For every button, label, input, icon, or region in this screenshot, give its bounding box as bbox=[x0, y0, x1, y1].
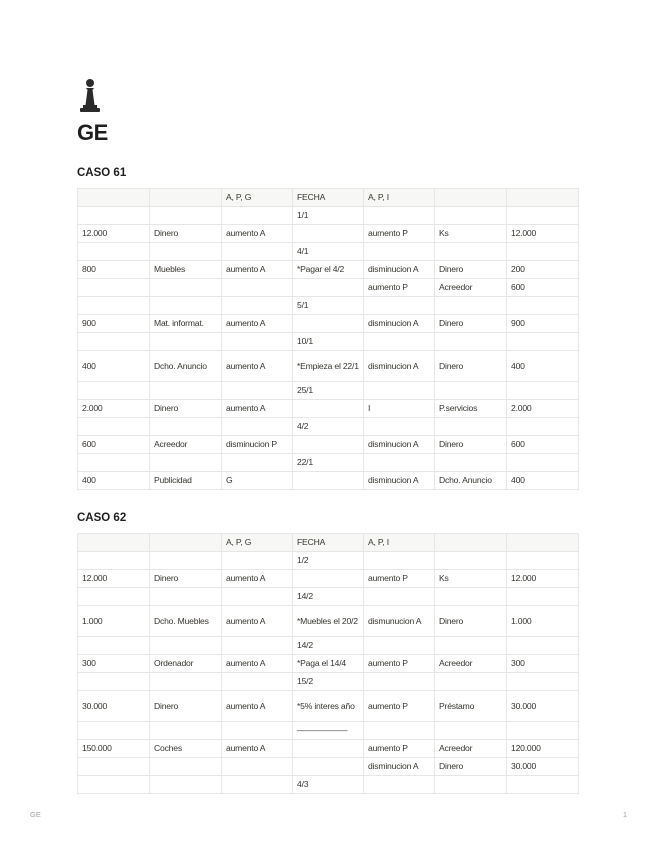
table-cell: Ordenador bbox=[150, 655, 222, 673]
table-row bbox=[78, 243, 579, 261]
table-cell bbox=[507, 333, 579, 351]
table-cell bbox=[364, 333, 435, 351]
table-cell bbox=[78, 279, 150, 297]
table-cell: Ks bbox=[435, 225, 507, 243]
table-cell: aumento P bbox=[364, 279, 435, 297]
table-cell: 400 bbox=[507, 472, 579, 490]
table-cell: Acreedor bbox=[435, 740, 507, 758]
table-cell: 12.000 bbox=[507, 225, 579, 243]
table-cell: aumento A bbox=[222, 261, 293, 279]
table-cell bbox=[507, 588, 579, 606]
table-row bbox=[78, 382, 579, 400]
table-row bbox=[78, 225, 579, 243]
table-cell: 600 bbox=[507, 279, 579, 297]
table-cell bbox=[364, 382, 435, 400]
table-row bbox=[78, 637, 579, 655]
table-row bbox=[78, 740, 579, 758]
table-cell bbox=[293, 315, 364, 333]
table-cell: aumento A bbox=[222, 315, 293, 333]
table-cell bbox=[78, 297, 150, 315]
table-cell: aumento A bbox=[222, 225, 293, 243]
table-cell: disminucion A bbox=[364, 758, 435, 776]
table-cell: disminucion A bbox=[364, 261, 435, 279]
table-cell: 1.000 bbox=[78, 606, 150, 637]
table-row bbox=[78, 606, 579, 637]
table-cell: 300 bbox=[78, 655, 150, 673]
table-cell bbox=[78, 454, 150, 472]
table-cell bbox=[364, 722, 435, 740]
header-cell: FECHA bbox=[293, 534, 364, 552]
table-cell bbox=[150, 673, 222, 691]
table-cell: 4/1 bbox=[293, 243, 364, 261]
page-content bbox=[77, 78, 578, 794]
table-header-row bbox=[78, 189, 579, 207]
table-row bbox=[78, 333, 579, 351]
table-cell: aumento A bbox=[222, 351, 293, 382]
table-cell: aumento A bbox=[222, 400, 293, 418]
header-cell bbox=[78, 534, 150, 552]
table-cell: Préstamo bbox=[435, 691, 507, 722]
table-cell: *Muebles el 20/2 bbox=[293, 606, 364, 637]
table-cell bbox=[222, 243, 293, 261]
table-cell: Coches bbox=[150, 740, 222, 758]
table-cell: Dinero bbox=[435, 606, 507, 637]
table-cell: 200 bbox=[507, 261, 579, 279]
table-cell bbox=[364, 297, 435, 315]
table-cell bbox=[78, 382, 150, 400]
table-cell: 120.000 bbox=[507, 740, 579, 758]
table-cell bbox=[507, 552, 579, 570]
table-cell: 12.000 bbox=[78, 570, 150, 588]
table-cell: Muebles bbox=[150, 261, 222, 279]
table-cell bbox=[78, 243, 150, 261]
table-cell bbox=[222, 758, 293, 776]
table-cell bbox=[150, 243, 222, 261]
table-row bbox=[78, 261, 579, 279]
table-cell bbox=[435, 722, 507, 740]
table-cell: disminucion A bbox=[364, 436, 435, 454]
table-cell bbox=[78, 588, 150, 606]
table-cell: aumento A bbox=[222, 655, 293, 673]
table-cell: 2.000 bbox=[507, 400, 579, 418]
table-cell bbox=[507, 673, 579, 691]
table-cell: 14/2 bbox=[293, 588, 364, 606]
table-cell bbox=[222, 454, 293, 472]
table-cell: 2.000 bbox=[78, 400, 150, 418]
table-cell: G bbox=[222, 472, 293, 490]
table-cell: 600 bbox=[78, 436, 150, 454]
table-cell bbox=[78, 418, 150, 436]
table-cell bbox=[150, 333, 222, 351]
table-row bbox=[78, 400, 579, 418]
table-cell bbox=[78, 776, 150, 794]
table-cell bbox=[150, 279, 222, 297]
header-cell bbox=[150, 189, 222, 207]
table-cell bbox=[150, 552, 222, 570]
table-row bbox=[78, 436, 579, 454]
table-cell bbox=[364, 673, 435, 691]
table-cell: Dinero bbox=[150, 691, 222, 722]
header-cell bbox=[507, 189, 579, 207]
table-cell: 12.000 bbox=[507, 570, 579, 588]
table-cell bbox=[435, 776, 507, 794]
table-cell bbox=[222, 776, 293, 794]
table-cell bbox=[435, 382, 507, 400]
table-cell: *Paga el 14/4 bbox=[293, 655, 364, 673]
table-cell bbox=[435, 673, 507, 691]
header-cell bbox=[78, 189, 150, 207]
table-cell bbox=[435, 418, 507, 436]
table-cell bbox=[222, 382, 293, 400]
table-cell: Dinero bbox=[435, 758, 507, 776]
table-cell bbox=[507, 722, 579, 740]
table-cell: *Pagar el 4/2 bbox=[293, 261, 364, 279]
table-cell bbox=[293, 225, 364, 243]
table-cell: Dinero bbox=[435, 261, 507, 279]
table-cell bbox=[150, 418, 222, 436]
table-cell bbox=[78, 333, 150, 351]
table-cell bbox=[435, 207, 507, 225]
table-caso-61 bbox=[77, 188, 579, 490]
table-cell: 10/1 bbox=[293, 333, 364, 351]
table-cell: Dinero bbox=[150, 400, 222, 418]
table-cell: Acreedor bbox=[150, 436, 222, 454]
table-cell bbox=[150, 454, 222, 472]
table-cell bbox=[293, 758, 364, 776]
table-cell bbox=[435, 588, 507, 606]
table-cell: aumento P bbox=[364, 691, 435, 722]
table-row bbox=[78, 758, 579, 776]
table-cell: I bbox=[364, 400, 435, 418]
table-cell bbox=[364, 243, 435, 261]
table-cell bbox=[293, 570, 364, 588]
table-cell bbox=[364, 637, 435, 655]
table-cell bbox=[150, 776, 222, 794]
table-cell: —————— bbox=[293, 722, 364, 740]
table-cell bbox=[222, 418, 293, 436]
header-cell bbox=[507, 534, 579, 552]
table-cell bbox=[78, 722, 150, 740]
table-cell: 4/3 bbox=[293, 776, 364, 794]
table-cell: Publicidad bbox=[150, 472, 222, 490]
table-cell: aumento A bbox=[222, 740, 293, 758]
table-cell: aumento P bbox=[364, 225, 435, 243]
header-cell: FECHA bbox=[293, 189, 364, 207]
table-cell: 400 bbox=[507, 351, 579, 382]
table-cell bbox=[150, 637, 222, 655]
table-row bbox=[78, 418, 579, 436]
table-cell: Dinero bbox=[150, 570, 222, 588]
table-cell: *5% interes año bbox=[293, 691, 364, 722]
table-cell bbox=[364, 454, 435, 472]
table-cell bbox=[435, 454, 507, 472]
table-cell: 1.000 bbox=[507, 606, 579, 637]
table-row bbox=[78, 279, 579, 297]
table-cell: *Empieza el 22/1 bbox=[293, 351, 364, 382]
table-cell: dismunucion A bbox=[364, 606, 435, 637]
table-cell: 900 bbox=[78, 315, 150, 333]
table-cell bbox=[150, 382, 222, 400]
table-cell: 25/1 bbox=[293, 382, 364, 400]
table-cell: aumento A bbox=[222, 691, 293, 722]
table-cell: 30.000 bbox=[507, 758, 579, 776]
table-cell bbox=[222, 588, 293, 606]
table-caso-62 bbox=[77, 533, 579, 794]
header-cell: A, P, I bbox=[364, 534, 435, 552]
table-cell: aumento P bbox=[364, 570, 435, 588]
table-cell: 4/2 bbox=[293, 418, 364, 436]
table-cell: Dcho. Anuncio bbox=[150, 351, 222, 382]
header-cell bbox=[435, 534, 507, 552]
header-cell: A, P, I bbox=[364, 189, 435, 207]
section-title-caso-62: CASO 62 bbox=[77, 512, 127, 524]
table-header-row bbox=[78, 534, 579, 552]
table-cell: disminucion A bbox=[364, 315, 435, 333]
table-cell bbox=[78, 552, 150, 570]
table-cell bbox=[364, 552, 435, 570]
table-row bbox=[78, 570, 579, 588]
table-cell bbox=[435, 552, 507, 570]
table-cell: disminucion A bbox=[364, 472, 435, 490]
table-cell bbox=[222, 297, 293, 315]
table-cell: Dinero bbox=[150, 225, 222, 243]
header-cell: A, P, G bbox=[222, 534, 293, 552]
table-cell bbox=[222, 207, 293, 225]
table-cell bbox=[293, 740, 364, 758]
table-cell: Dcho. Anuncio bbox=[435, 472, 507, 490]
table-cell: 150.000 bbox=[78, 740, 150, 758]
table-cell bbox=[150, 588, 222, 606]
table-cell: Dinero bbox=[435, 315, 507, 333]
table-cell bbox=[150, 722, 222, 740]
table-cell: 30.000 bbox=[507, 691, 579, 722]
table-cell bbox=[150, 758, 222, 776]
table-cell: Dinero bbox=[435, 436, 507, 454]
table-cell bbox=[507, 776, 579, 794]
page-title: GE bbox=[77, 120, 108, 145]
header-cell bbox=[150, 534, 222, 552]
table-row bbox=[78, 722, 579, 740]
table-row bbox=[78, 297, 579, 315]
table-cell: 5/1 bbox=[293, 297, 364, 315]
page-number: 1 bbox=[622, 810, 627, 819]
table-cell: 1/1 bbox=[293, 207, 364, 225]
table-cell: 400 bbox=[78, 351, 150, 382]
table-cell: 600 bbox=[507, 436, 579, 454]
table-cell bbox=[435, 637, 507, 655]
table-cell bbox=[222, 333, 293, 351]
table-cell bbox=[293, 436, 364, 454]
table-cell: Dcho. Muebles bbox=[150, 606, 222, 637]
table-cell: 22/1 bbox=[293, 454, 364, 472]
table-row bbox=[78, 454, 579, 472]
table-row bbox=[78, 552, 579, 570]
table-cell bbox=[222, 722, 293, 740]
table-cell bbox=[507, 637, 579, 655]
table-cell bbox=[507, 454, 579, 472]
table-cell bbox=[507, 418, 579, 436]
table-cell: Ks bbox=[435, 570, 507, 588]
table-cell: Acreedor bbox=[435, 655, 507, 673]
table-cell: P.servicios bbox=[435, 400, 507, 418]
table-cell: Acreedor bbox=[435, 279, 507, 297]
table-cell: 1/2 bbox=[293, 552, 364, 570]
table-row bbox=[78, 655, 579, 673]
table-cell bbox=[435, 243, 507, 261]
table-row bbox=[78, 691, 579, 722]
table-cell: 900 bbox=[507, 315, 579, 333]
table-cell bbox=[293, 400, 364, 418]
table-cell bbox=[507, 243, 579, 261]
table-cell: 15/2 bbox=[293, 673, 364, 691]
table-cell bbox=[150, 207, 222, 225]
table-cell bbox=[293, 279, 364, 297]
table-cell bbox=[364, 776, 435, 794]
table-cell: Mat. informat. bbox=[150, 315, 222, 333]
table-cell bbox=[222, 673, 293, 691]
table-cell bbox=[78, 637, 150, 655]
table-row bbox=[78, 588, 579, 606]
pawn-icon bbox=[77, 78, 103, 114]
table-cell bbox=[507, 382, 579, 400]
table-cell: 800 bbox=[78, 261, 150, 279]
section-title-caso-61: CASO 61 bbox=[77, 167, 127, 179]
table-cell bbox=[435, 333, 507, 351]
table-cell: aumento P bbox=[364, 740, 435, 758]
table-cell: 30.000 bbox=[78, 691, 150, 722]
table-cell bbox=[364, 418, 435, 436]
table-cell bbox=[222, 279, 293, 297]
table-cell bbox=[150, 297, 222, 315]
table-cell: 12.000 bbox=[78, 225, 150, 243]
table-cell: disminucion P bbox=[222, 436, 293, 454]
table-cell bbox=[507, 207, 579, 225]
table-row bbox=[78, 315, 579, 333]
table-cell: Dinero bbox=[435, 351, 507, 382]
footer-title: GE bbox=[30, 810, 41, 819]
table-cell: disminucion A bbox=[364, 351, 435, 382]
table-cell bbox=[435, 297, 507, 315]
table-cell bbox=[222, 552, 293, 570]
table-cell bbox=[293, 472, 364, 490]
table-row bbox=[78, 776, 579, 794]
table-cell: 300 bbox=[507, 655, 579, 673]
table-cell: aumento A bbox=[222, 570, 293, 588]
table-cell bbox=[78, 207, 150, 225]
table-cell: 14/2 bbox=[293, 637, 364, 655]
table-row bbox=[78, 472, 579, 490]
table-row bbox=[78, 351, 579, 382]
table-cell bbox=[222, 637, 293, 655]
table-row bbox=[78, 673, 579, 691]
header-cell bbox=[435, 189, 507, 207]
table-cell bbox=[364, 207, 435, 225]
table-cell: aumento A bbox=[222, 606, 293, 637]
table-cell bbox=[364, 588, 435, 606]
table-cell bbox=[78, 673, 150, 691]
table-row bbox=[78, 207, 579, 225]
table-cell bbox=[78, 758, 150, 776]
table-cell bbox=[507, 297, 579, 315]
header-cell: A, P, G bbox=[222, 189, 293, 207]
table-cell: 400 bbox=[78, 472, 150, 490]
table-cell: aumento P bbox=[364, 655, 435, 673]
